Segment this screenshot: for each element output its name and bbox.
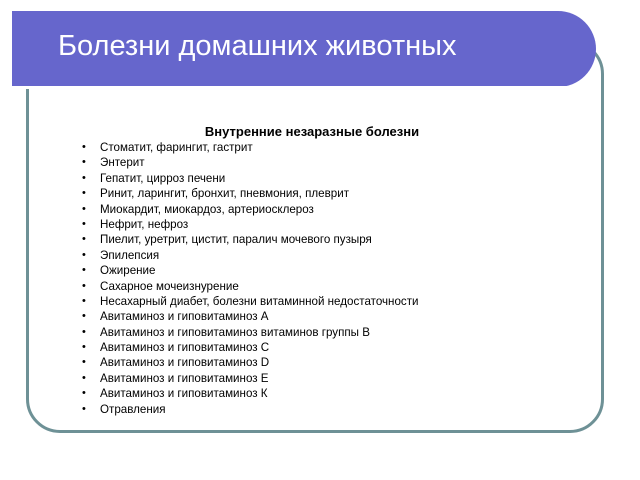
bullet-icon: • xyxy=(82,156,86,169)
disease-list xyxy=(82,140,418,417)
list-item xyxy=(82,294,418,309)
bullet-icon: • xyxy=(82,387,86,400)
bullet-icon: • xyxy=(82,217,86,230)
list-item xyxy=(82,232,418,247)
list-item-label: Авитаминоз и гиповитаминоз D xyxy=(100,356,270,370)
list-item-label: Стоматит, фарингит, гастрит xyxy=(100,141,253,154)
list-item-label: Несахарный диабет, болезни витаминной недостаточности xyxy=(100,294,419,308)
list-item-label: Нефрит, нефроз xyxy=(100,217,189,231)
list-item-label: Эпилепсия xyxy=(100,248,160,262)
title-divider xyxy=(12,86,582,89)
list-item-label: Авитаминоз и гиповитаминоз А xyxy=(100,310,269,324)
list-item xyxy=(82,402,418,417)
list-item-label: Отравления xyxy=(100,402,166,416)
bullet-icon: • xyxy=(82,187,86,200)
list-item xyxy=(82,186,418,201)
list-item-label: Авитаминоз и гиповитаминоз С xyxy=(100,341,270,355)
list-item-label: Сахарное мочеизнурение xyxy=(100,279,239,293)
list-item xyxy=(82,371,418,386)
list-item-label: Авитаминоз и гиповитаминоз Е xyxy=(100,371,269,385)
bullet-icon: • xyxy=(82,356,86,369)
bullet-icon: • xyxy=(82,294,86,307)
section-heading: Внутренние незаразные болезни xyxy=(204,124,420,139)
bullet-icon: • xyxy=(82,141,86,153)
list-item-label: Энтерит xyxy=(100,156,145,170)
bullet-icon: • xyxy=(82,371,86,384)
list-item xyxy=(82,155,418,170)
list-item-label: Ожирение xyxy=(100,264,156,278)
list-item-label: Авитаминоз и гиповитаминоз витаминов группы В xyxy=(100,325,370,339)
list-item-label: Авитаминоз и гиповитаминоз К xyxy=(100,387,268,401)
list-item-label: Миокардит, миокардоз, артериосклероз xyxy=(100,202,314,216)
slide-title: Болезни домашних животных xyxy=(58,30,457,62)
list-item xyxy=(82,340,418,355)
list-item-label: Пиелит, уретрит, цистит, паралич мочевого пузыря xyxy=(100,233,372,247)
list-item-label: Гепатит, цирроз печени xyxy=(100,171,226,185)
list-item xyxy=(82,140,418,155)
list-item-label: Ринит, ларингит, бронхит, пневмония, плеврит xyxy=(100,187,350,201)
bullet-icon: • xyxy=(82,310,86,323)
bullet-icon: • xyxy=(82,279,86,292)
list-item xyxy=(82,171,418,186)
list-item xyxy=(82,386,418,401)
list-item xyxy=(82,355,418,370)
bullet-icon: • xyxy=(82,248,86,261)
list-item xyxy=(82,279,418,294)
list-item xyxy=(82,325,418,340)
list-item xyxy=(82,202,418,217)
list-item xyxy=(82,263,418,278)
bullet-icon: • xyxy=(82,402,86,415)
bullet-icon: • xyxy=(82,202,86,215)
bullet-icon: • xyxy=(82,264,86,277)
bullet-icon: • xyxy=(82,341,86,354)
list-item xyxy=(82,309,418,324)
list-item xyxy=(82,217,418,232)
bullet-icon: • xyxy=(82,171,86,184)
bullet-icon: • xyxy=(82,325,86,338)
list-item xyxy=(82,248,418,263)
bullet-icon: • xyxy=(82,233,86,246)
